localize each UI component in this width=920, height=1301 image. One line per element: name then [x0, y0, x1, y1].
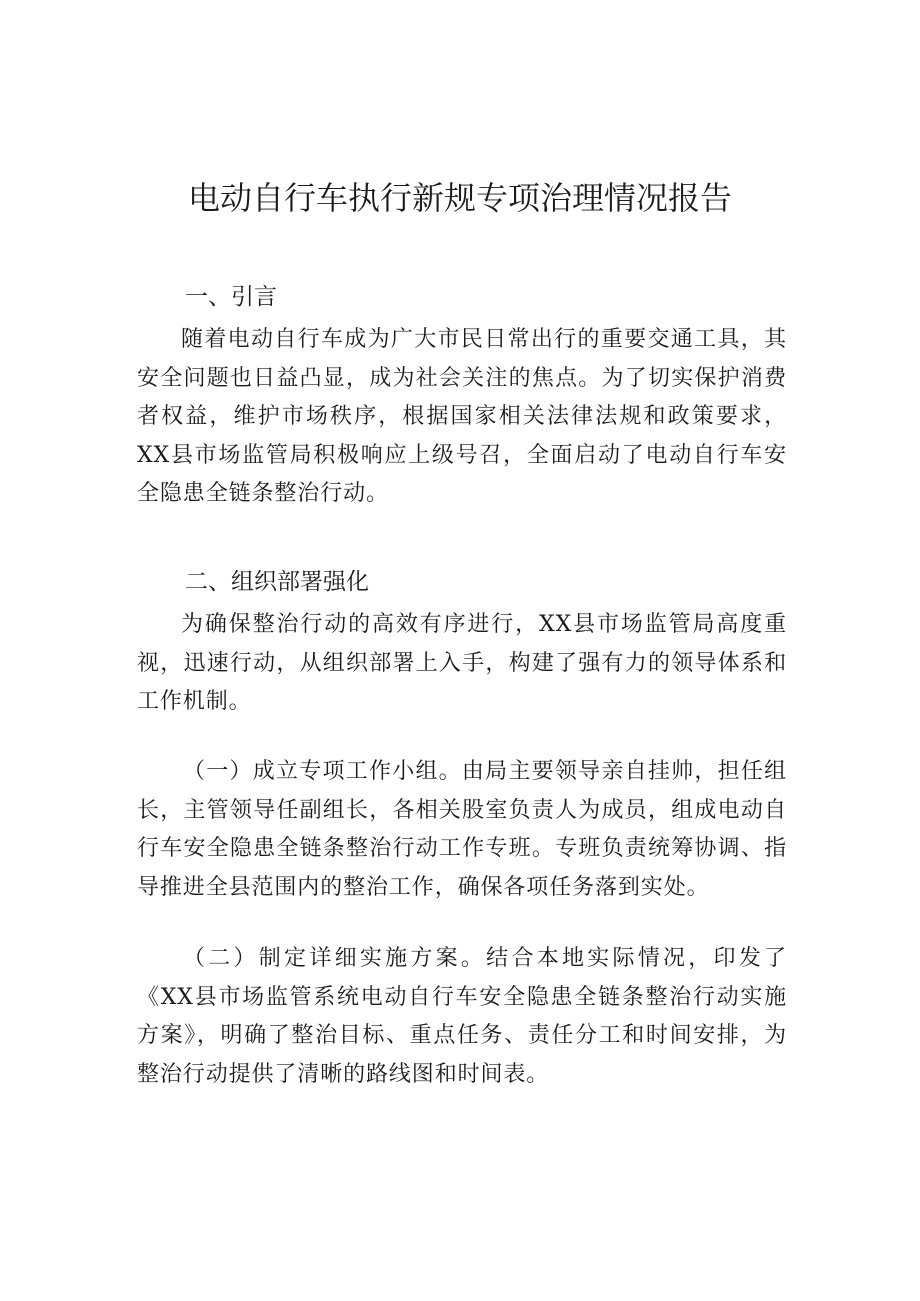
- section-heading-introduction: 一、引言: [185, 284, 277, 310]
- paragraph-organization-intro: 为确保整治行动的高效有序进行，XX县市场监管局高度重视，迅速行动，从组织部署上入手，构建了强有力的领导体系和工作机制。: [137, 612, 787, 714]
- paragraph-implementation-plan: （二）制定详细实施方案。结合本地实际情况，印发了《XX县市场监管系统电动自行车安全隐患全链条整治行动实施方案》，明确了整治目标、重点任务、责任分工和时间安排，为整治行动提供了清晰的路线图和时间表。: [137, 946, 787, 1087]
- paragraph-working-group: （一）成立专项工作小组。由局主要领导亲自挂帅，担任组长，主管领导任副组长，各相关股室负责人为成员，组成电动自行车安全隐患全链条整治行动工作专班。专班负责统筹协调、指导推进全县范围内的整治工作，确保各项任务落到实处。: [137, 759, 787, 900]
- section-heading-organization: 二、组织部署强化: [185, 569, 369, 595]
- document-title: 电动自行车执行新规专项治理情况报告: [187, 179, 732, 217]
- paragraph-introduction: 随着电动自行车成为广大市民日常出行的重要交通工具，其安全问题也日益凸显，成为社会关注的焦点。为了切实保护消费者权益，维护市场秩序，根据国家相关法律法规和政策要求，XX县市场监管局积极响应上级号召，全面启动了电动自行车安全隐患全链条整治行动。: [137, 327, 787, 506]
